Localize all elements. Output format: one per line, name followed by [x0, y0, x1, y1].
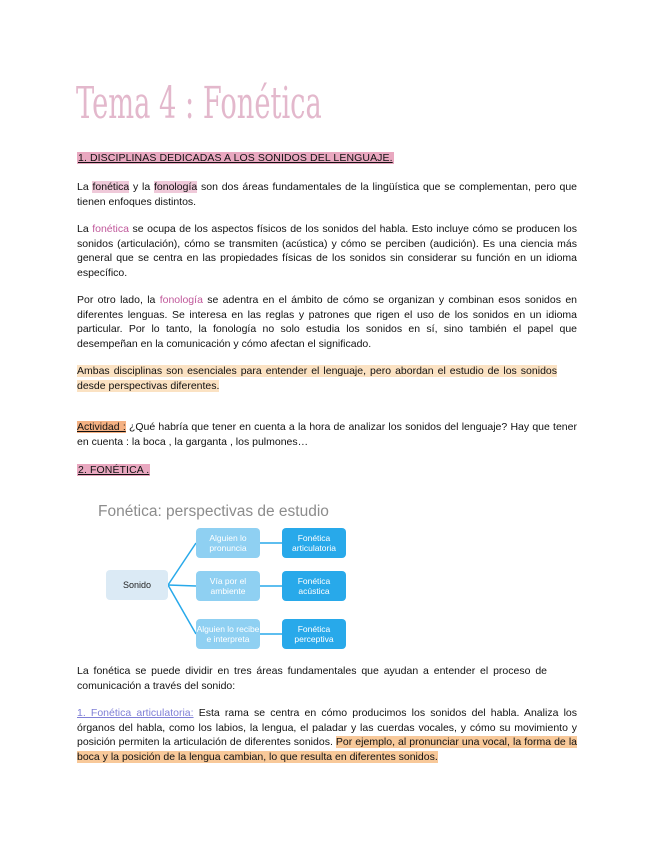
term-fonologia-colored: fonología [159, 294, 203, 306]
activity-label: Actividad : [77, 421, 126, 433]
term-fonetica-colored: fonética [92, 223, 129, 235]
link-fonetica-articulatoria[interactable]: 1. Fonética articulatoria: [77, 707, 194, 719]
term-fonologia: fonología [154, 181, 198, 193]
paragraph-fonetica: La fonética se ocupa de los aspectos físicos de los sonidos del habla. Esto incluye cómo se producen los sonidos (articulación), cómo se transmiten (acústica) y cómo se perciben (audición). Es una ciencia más general que se centra en las propiedades físicas de los sonidos sin considerar su función en un idioma específico. [77, 223, 577, 279]
diagram-node-recibe: Alguien lo recibe e interpreta [196, 619, 260, 649]
page-title: Tema 4 : Fonética [76, 78, 322, 129]
diagram-node-pronuncia: Alguien lo pronuncia [196, 528, 260, 558]
highlighted-text: Ambas disciplinas son esenciales para entender el lenguaje, pero abordan el estudio de los sonidos desde perspectivas diferentes. [77, 365, 557, 392]
section-1-heading: 1. DISCIPLINAS DEDICADAS A LOS SONIDOS DEL LENGUAJE. [78, 152, 393, 164]
diagram-root-node: Sonido [106, 570, 168, 600]
diagram-node-acustica: Fonética acústica [282, 571, 346, 601]
paragraph-ambas [77, 364, 557, 393]
perspectives-diagram [92, 495, 372, 660]
section-2-heading: 2. FONÉTICA . [78, 464, 150, 476]
diagram-node-articulatoria: Fonética articulatoria [282, 528, 346, 558]
paragraph-fonologia: Por otro lado, la fonología se adentra en el ámbito de cómo se organizan y combinan esos sonidos en diferentes lenguas. Se interesa en las reglas y patrones que rigen el uso de los sonidos en un idioma particular. Por lo tanto, la fonología no solo estudia los sonidos en sí, sino también el papel que desempeñan en la comunicación y cómo afectan el significado. [77, 294, 577, 350]
paragraph-intro: La fonética y la fonología son dos áreas fundamentales de la lingüística que se complementan, pero que tienen enfoques distintos. [77, 181, 577, 208]
paragraph-areas: La fonética se puede dividir en tres áreas fundamentales que ayudan a entender el proceso de comunicación a través del sonido: [77, 665, 547, 692]
paragraph-actividad: Actividad : ¿Qué habría que tener en cuenta a la hora de analizar los sonidos del lenguaje? Hay que tener en cuenta : la boca , la garganta , los pulmones… [77, 421, 577, 448]
diagram-title: Fonética: perspectivas de estudio [98, 503, 329, 520]
paragraph-articulatoria: 1. Fonética articulatoria: Esta rama se centra en cómo producimos los sonidos del habla. Analiza los órganos del habla, como los labios, la lengua, el paladar y las cuerdas vocales, y cómo su movimiento y posición permiten la articulación de diferentes sonidos. Por ejemplo, al pronunciar una vocal, la forma de la boca y la posición de la lengua cambian, lo que resulta en diferentes sonidos. [77, 707, 577, 763]
term-fonetica: fonética [92, 181, 130, 193]
diagram-node-ambiente: Vía por el ambiente [196, 571, 260, 601]
diagram-node-perceptiva: Fonética perceptiva [282, 619, 346, 649]
highlighted-example: Por ejemplo, al pronunciar una vocal, la forma de la boca y la posición de la lengua cambian, lo que resulta en diferentes sonidos. [77, 736, 577, 763]
